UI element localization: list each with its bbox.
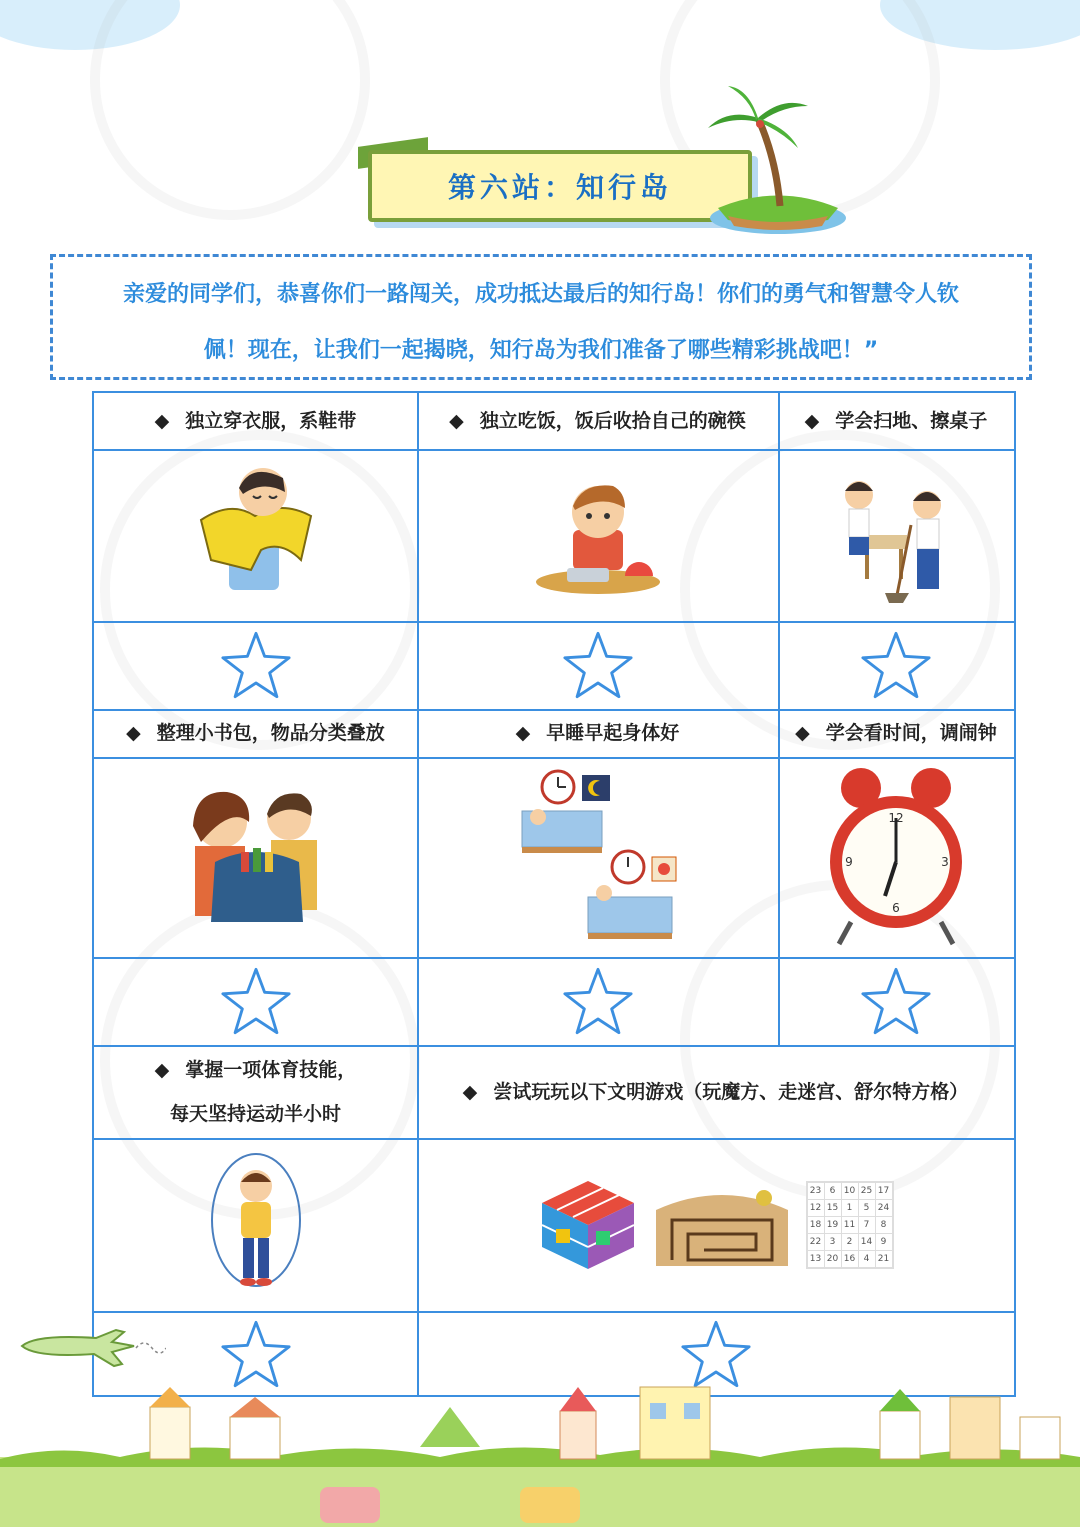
intro-box <box>50 254 1032 380</box>
schulte-cell: 15 <box>825 1200 841 1216</box>
schulte-cell: 4 <box>859 1251 875 1267</box>
rating-star[interactable] <box>778 957 1014 1045</box>
rating-star[interactable] <box>94 957 417 1045</box>
schulte-grid <box>806 1181 894 1269</box>
town-footer-decoration <box>0 1347 1080 1527</box>
svg-text:9: 9 <box>845 855 853 869</box>
schulte-cell: 6 <box>825 1183 841 1199</box>
rating-star[interactable] <box>417 957 778 1045</box>
child-eating-picture <box>417 449 778 621</box>
schulte-cell: 22 <box>808 1234 824 1250</box>
schulte-cell: 8 <box>876 1217 892 1233</box>
schulte-cell: 7 <box>859 1217 875 1233</box>
task-label: ◆ 学会扫地、擦桌子 <box>804 410 988 432</box>
intro-line-2: 佩！现在，让我们一起揭晓，知行岛为我们准备了哪些精彩挑战吧！” <box>203 338 879 363</box>
task-label: ◆ 掌握一项体育技能， 每天坚持运动半小时 <box>154 1058 357 1125</box>
task-label: ◆ 独立穿衣服，系鞋带 <box>154 410 357 432</box>
task-label: ◆ 独立吃饭，饭后收拾自己的碗筷 <box>449 410 746 432</box>
task-label: ◆ 早睡早起身体好 <box>515 722 680 744</box>
schulte-cell: 10 <box>842 1183 858 1199</box>
schulte-cell: 20 <box>825 1251 841 1267</box>
cloud-decoration <box>880 0 1080 50</box>
schulte-cell: 25 <box>859 1183 875 1199</box>
child-jump-rope-picture <box>94 1138 417 1311</box>
island-palm-icon <box>688 78 848 238</box>
task-label: ◆ 学会看时间，调闹钟 <box>795 722 997 744</box>
rubiks-cube-icon <box>538 1177 638 1273</box>
schulte-cell: 16 <box>842 1251 858 1267</box>
page-title: 第六站：知行岛 <box>447 171 672 204</box>
schulte-cell: 21 <box>876 1251 892 1267</box>
svg-text:12: 12 <box>888 811 904 825</box>
rating-star[interactable] <box>778 621 1014 709</box>
rating-star[interactable] <box>417 621 778 709</box>
maze-icon <box>652 1180 792 1270</box>
schulte-cell: 13 <box>808 1251 824 1267</box>
intro-line-1: 亲爱的同学们，恭喜你们一路闯关，成功抵达最后的知行岛！你们的勇气和智慧令人钦 <box>122 282 959 307</box>
child-dressing-picture <box>94 449 417 621</box>
cloud-decoration <box>0 0 180 50</box>
schulte-cell: 5 <box>859 1200 875 1216</box>
svg-text:6: 6 <box>892 901 900 915</box>
schulte-cell: 9 <box>876 1234 892 1250</box>
sleep-early-picture <box>417 757 778 957</box>
schulte-cell: 14 <box>859 1234 875 1250</box>
children-backpack-picture <box>94 757 417 957</box>
schulte-cell: 17 <box>876 1183 892 1199</box>
alarm-clock-picture <box>778 757 1014 957</box>
schulte-cell: 19 <box>825 1217 841 1233</box>
schulte-cell: 2 <box>842 1234 858 1250</box>
schulte-cell: 12 <box>808 1200 824 1216</box>
schulte-cell: 23 <box>808 1183 824 1199</box>
puzzle-games-picture <box>417 1138 1014 1311</box>
title-banner <box>358 138 838 248</box>
schulte-cell: 18 <box>808 1217 824 1233</box>
task-label: ◆ 整理小书包，物品分类叠放 <box>126 722 385 744</box>
svg-text:3: 3 <box>941 855 949 869</box>
schulte-cell: 3 <box>825 1234 841 1250</box>
task-label: ◆ 尝试玩玩以下文明游戏（玩魔方、走迷宫、舒尔特方格） <box>462 1080 969 1103</box>
rating-star[interactable] <box>94 621 417 709</box>
task-grid <box>92 391 1016 1397</box>
children-cleaning-picture <box>778 449 1014 621</box>
schulte-cell: 11 <box>842 1217 858 1233</box>
schulte-cell: 1 <box>842 1200 858 1216</box>
schulte-cell: 24 <box>876 1200 892 1216</box>
